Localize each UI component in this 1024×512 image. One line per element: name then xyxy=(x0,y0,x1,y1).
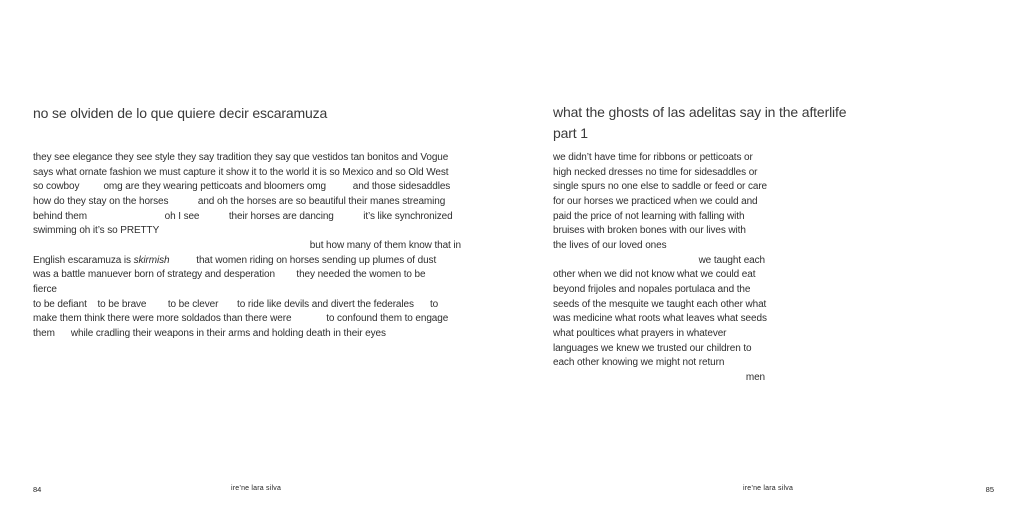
poem-line xyxy=(33,224,461,239)
poem-text: was a battle manuever born of strategy and desperation they needed the women to be xyxy=(33,269,426,281)
poem-text: each other knowing we might not return xyxy=(553,357,725,369)
poem-line xyxy=(33,327,461,342)
poem-line xyxy=(553,312,765,327)
poem-text: we taught each xyxy=(698,254,765,266)
poem-text: behind them oh I see their horses are dancing it’s like synchronized xyxy=(33,210,453,222)
poem-text: was medicine what roots what leaves what seeds xyxy=(553,313,767,325)
poem-title-left xyxy=(33,103,327,124)
poem-line xyxy=(553,371,765,386)
poem-line xyxy=(553,180,768,195)
poem-line xyxy=(553,210,765,225)
poem-text: but how many of them know that in xyxy=(309,239,461,251)
page-footer-left xyxy=(0,485,512,492)
poem-text: so cowboy omg are they wearing petticoats and bloomers omg and those sidesaddles xyxy=(33,181,451,193)
poem-line xyxy=(553,327,765,342)
poem-text: high necked dresses no time for sidesaddles or xyxy=(553,166,758,178)
poem-right xyxy=(553,151,768,386)
poem-text: other when we did not know what we could eat xyxy=(553,269,756,281)
poem-line xyxy=(33,166,461,181)
poem-text: what poultices what prayers in whatever xyxy=(553,327,727,339)
poem-line xyxy=(33,210,461,225)
poem-line xyxy=(33,298,461,313)
poem-text: paid the price of not learning with falling with xyxy=(553,210,745,222)
page-right xyxy=(512,0,1024,512)
poem-text: we didn’t have time for ribbons or petticoats or xyxy=(553,152,753,163)
poem-line xyxy=(33,283,461,298)
poem-text: says what ornate fashion we must capture it show it to the world it is so Mexico and so Old West xyxy=(33,166,449,178)
poem-text: to be defiant to be brave to be clever to ride like devils and divert the federales to xyxy=(33,298,439,310)
poem-line xyxy=(33,254,461,269)
poem-line xyxy=(553,268,765,283)
poem-line xyxy=(553,342,765,357)
poem-text: seeds of the mesquite we taught each other what xyxy=(553,298,767,310)
poem-line xyxy=(553,239,765,254)
poem-line xyxy=(33,151,461,166)
page-number-right: 85 xyxy=(985,485,994,494)
poem-text: for our horses we practiced when we could and xyxy=(553,195,758,207)
footer-author-left: ire’ne lara silva xyxy=(230,485,282,492)
poem-text: English escaramuza is xyxy=(33,254,134,266)
poem-text: that women riding on horses sending up plumes of dust xyxy=(169,254,437,266)
poem-text: languages we knew we trusted our children to xyxy=(553,342,752,354)
poem-line xyxy=(553,151,765,166)
poem-title-right-line1: what the ghosts of las adelitas say in the afterlife xyxy=(553,104,847,120)
poem-text: men xyxy=(745,371,765,383)
poem-title-right xyxy=(553,102,846,144)
poem-text: bruises with broken bones with our lives with xyxy=(553,225,746,237)
poem-text: they see elegance they see style they say tradition they say que vestidos tan bonitos and Vogue xyxy=(33,152,449,163)
poem-text: beyond frijoles and nopales portulaca and the xyxy=(553,283,751,295)
poem-line xyxy=(33,195,461,210)
poem-text: how do they stay on the horses and oh the horses are so beautiful their manes streaming xyxy=(33,195,446,207)
poem-line xyxy=(553,254,765,269)
poem-line xyxy=(553,166,765,181)
poem-text: the lives of our loved ones xyxy=(553,239,667,251)
poem-line xyxy=(553,356,765,371)
poem-title-right-line2: part 1 xyxy=(553,125,588,141)
poem-line xyxy=(553,224,765,239)
poem-line xyxy=(33,239,461,254)
page-number-left: 84 xyxy=(33,485,42,494)
poem-line xyxy=(33,180,461,195)
poem-text: fierce xyxy=(33,283,57,295)
page-footer-right xyxy=(512,485,1024,492)
poem-line xyxy=(553,283,765,298)
footer-author-right: ire’ne lara silva xyxy=(742,485,794,492)
poem-line xyxy=(553,298,765,313)
poem-text: swimming oh it’s so PRETTY xyxy=(33,225,160,237)
poem-title-left-text: no se olviden de lo que quiere decir escaramuza xyxy=(33,105,328,121)
poem-left xyxy=(33,151,461,342)
poem-text: single spurs no one else to saddle or feed or care xyxy=(553,181,768,193)
poem-text: make them think there were more soldados than there were to confound them to engage xyxy=(33,313,449,325)
poem-text: them while cradling their weapons in their arms and holding death in their eyes xyxy=(33,327,386,339)
poem-text-italic: skirmish xyxy=(133,254,170,266)
poem-line xyxy=(553,195,765,210)
poem-line xyxy=(33,268,461,283)
poem-line xyxy=(33,312,461,327)
